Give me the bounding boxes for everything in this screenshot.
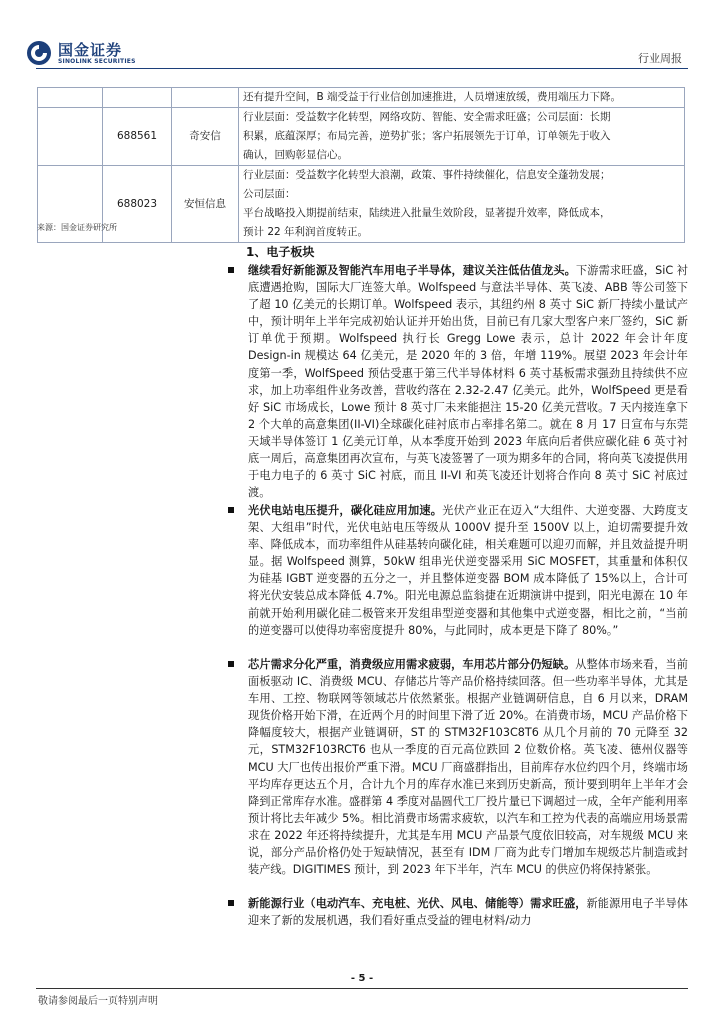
company-logo bbox=[26, 40, 166, 68]
paragraph-sic bbox=[248, 262, 688, 501]
stock-code-cell: 688561 bbox=[103, 108, 172, 166]
footer-divider bbox=[36, 988, 688, 989]
stock-name-cell bbox=[172, 88, 239, 108]
table-row bbox=[38, 166, 685, 243]
description-line: 还有提升空间，B 端受益于行业信创加速推进，人员增速放缓，费用端压力下降。 bbox=[243, 91, 622, 103]
description-line: 行业层面：受益数字化转型，网络攻防、智能、安全需求旺盛；公司层面：长期 bbox=[243, 111, 611, 123]
paragraph-chip-demand bbox=[248, 656, 688, 878]
description-line: 积累，底蕴深厚；布局完善，逆势扩张；客户拓展领先于订单，订单领先于收入 bbox=[243, 130, 611, 142]
stock-code-cell: 688023 bbox=[103, 166, 172, 243]
table-cell-blank bbox=[38, 88, 103, 108]
bullet-square-icon bbox=[228, 507, 234, 513]
description-line: 公司层面： bbox=[243, 188, 296, 200]
table-row bbox=[38, 88, 685, 108]
header-divider bbox=[36, 68, 688, 69]
logo-english-name: SINOLINK SECURITIES bbox=[58, 58, 136, 65]
paragraph-body: 新能源用电子半导体迎来了新的发展机遇，我们看好重点受益的锂电材料/动力 bbox=[248, 897, 688, 928]
paragraph-body: 下游需求旺盛，SiC 衬底遭遇抢购，国际大厂连签大单。Wolfspeed 与意法半导体、英飞凌、ABB 等公司签下了超 10 亿美元的长期订单。Wolfspeed 表示，其纽约州 8 英寸 SiC 新厂持续小量试产中，预计明年上半年完成初始认证并开始出货，目前已有几家大型客户来厂签约，SiC 新订单优于预期。Wolfspeed 执行长 Gregg Lowe 表示，总计 2022 年会计年度 Design-in 规模达 64 亿美元，是 2020 年的 3 倍，年增 119%。展望 2023 年会计年度第一季，WolfSpeed 预估受惠于第三代半导体材料 6 英寸基板需求强劲且持续供不应求，加上功率组件业务改善，营收约落在 2.32-2.47 亿美元。此外，WolfSpeed 更是看好 SiC 市场成长，Lowe 预计 8 英寸厂未来能挹注 15-20 亿美元营收。7 天内接连拿下 2 个大单的高意集团(II-VI)全球碳化硅衬底市占率排名第二。就在 8 月 17 日宣布与东莞天域半导体签订 1 亿美元订单，从本季度开始到 2023 年底向后者供应碳化硅 6 英寸衬底一周后，高意集团再次宣布，与英飞凌签署了一项为期多年的合同，将向英飞凌提供用于电力电子的 6 英寸 SiC 衬底，而且 II-VI 和英飞凌还计划将合作向 8 英寸 SiC 衬底过渡。 bbox=[248, 264, 688, 500]
stock-name-cell: 安恒信息 bbox=[172, 166, 239, 243]
sinolink-logo-icon bbox=[26, 40, 52, 66]
description-cell bbox=[239, 166, 685, 243]
paragraph-lead: 光伏电站电压提升，碳化硅应用加速。 bbox=[248, 504, 443, 517]
table-row bbox=[38, 108, 685, 166]
paragraph-lead: 芯片需求分化严重，消费级应用需求疲弱，车用芯片部分仍短缺。 bbox=[248, 658, 576, 671]
page-header bbox=[0, 0, 724, 70]
paragraph-body: 光伏产业正在迈入“大组件、大逆变器、大跨度支架、大组串”时代，光伏电站电压等级从 1000V 提升至 1500V 以上，迫切需要提升效率、降低成本，而功率组件从硅基转向碳化硅，相关难题可以迎刃而解，并且效益提升明显。据 Wolfspeed 测算，50kW 组串光伏逆变器采用 SiC MOSFET，其重量和体积仅为硅基 IGBT 逆变器的五分之一，并且整体逆变器 BOM 成本降低了 15%以上，合计可将光伏安装总成本降低 4.7%。阳光电源总监翁捷在近期演讲中提到，阳光电源在 10 年前就开始利用碳化硅二极管来开发组串型逆变器和其他集中式逆变器，相比之前，“当前的逆变器可以使得功率密度提升 80%，与此同时，成本更是下降了 80%。” bbox=[248, 504, 688, 637]
paragraph-new-energy bbox=[248, 895, 688, 929]
company-table bbox=[37, 87, 685, 243]
paragraph-pv bbox=[248, 502, 688, 639]
stock-name-cell: 奇安信 bbox=[172, 108, 239, 166]
footer-disclaimer: 敬请参阅最后一页特别声明 bbox=[38, 996, 158, 1007]
stock-code-cell bbox=[103, 88, 172, 108]
description-line: 行业层面：受益数字化转型大浪潮，政策、事件持续催化，信息安全蓬勃发展； bbox=[243, 169, 611, 181]
description-line: 预计 22 年利润首度转正。 bbox=[243, 226, 369, 238]
bullet-square-icon bbox=[228, 661, 234, 667]
paragraph-lead: 继续看好新能源及智能汽车用电子半导体，建议关注低估值龙头。 bbox=[248, 264, 576, 277]
paragraph-body: 从整体市场来看，当前面板驱动 IC、消费级 MCU、存储芯片等产品价格持续回落。但一些功率半导体，尤其是车用、工控、物联网等领域芯片依然紧张。根据产业链调研信息，自 6 月以来，DRAM 现货价格开始下滑，在近两个月的时间里下滑了近 20%。在消费市场，MCU 产品价格下降幅度较大，根据产业链调研，ST 的 STM32F103C8T6 从几个月前的 70 元降至 32 元，STM32F103RCT6 也从一季度的百元高位跌回 2 位数价格。英飞凌、德州仪器等 MCU 大厂也传出报价严重下滑。MCU 厂商盛群指出，目前库存水位约四个月，终端市场平均库存更达五个月，合计九个月的库存水准已来到历史新高，预计要到明年上半年才会降到正常库存水准。盛群第 4 季度对晶圆代工厂投片量已下调超过一成，全年产能利用率预计将比去年减少 5%。相比消费市场需求疲软，以汽车和工控为代表的高端应用场景需求在 2022 年还将持续提升，尤其是车用 MCU 产品景气度依旧较高，对车规级 MCU 来说，部分产品价格仍处于短缺情况，甚至有 IDM 厂商为此专门增加车规级芯片制造或封装产线。DIGITIMES 预计，到 2023 年下半年，汽车 MCU 的供应仍将保持紧张。 bbox=[248, 658, 688, 877]
page-number: - 5 - bbox=[350, 973, 374, 984]
section-title: 1、电子板块 bbox=[246, 245, 315, 259]
description-line: 确认，回购彰显信心。 bbox=[243, 149, 348, 161]
report-type-label: 行业周报 bbox=[638, 52, 682, 65]
description-cell bbox=[239, 88, 685, 108]
logo-chinese-name: 国金证券 bbox=[58, 41, 123, 59]
table-source-note: 来源：国金证券研究所 bbox=[37, 223, 117, 232]
paragraph-lead: 新能源行业（电动汽车、充电桩、光伏、风电、储能等）需求旺盛， bbox=[248, 897, 587, 910]
description-cell bbox=[239, 108, 685, 166]
bullet-square-icon bbox=[228, 267, 234, 273]
table-cell-blank bbox=[38, 108, 103, 166]
bullet-square-icon bbox=[228, 900, 234, 906]
description-line: 平台战略投入期提前结束，陆续进入批量生效阶段，显著提升效率，降低成本， bbox=[243, 207, 611, 219]
